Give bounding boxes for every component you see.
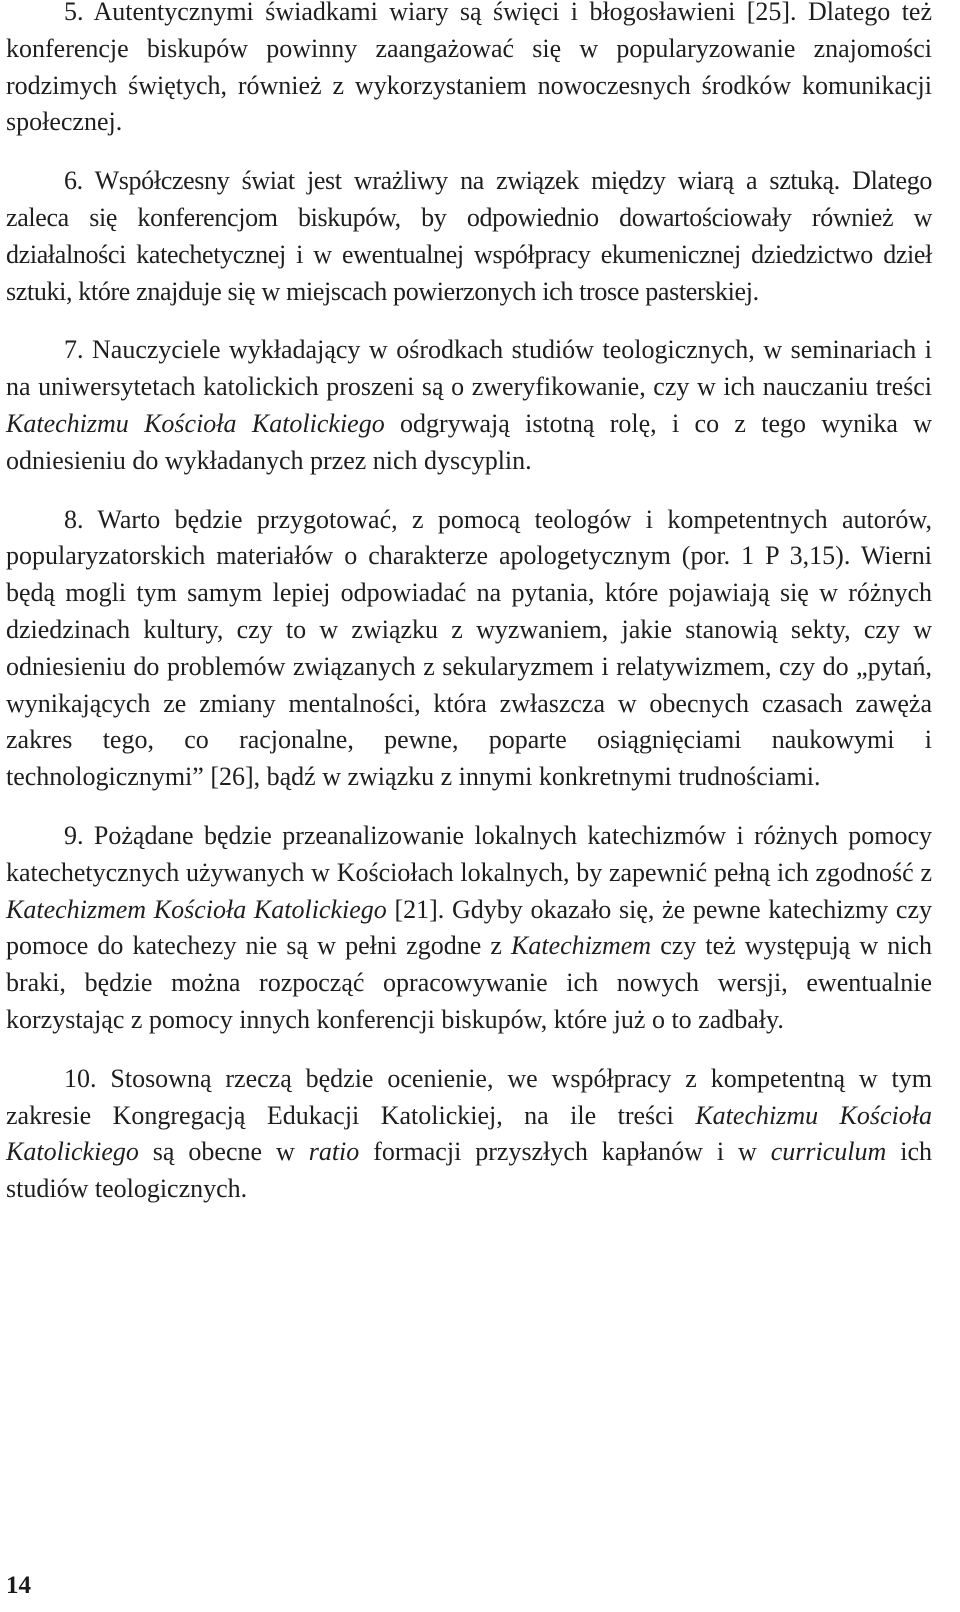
italic-title-text: Katechizmu Kościoła Katolickiego [6, 408, 385, 438]
page-number: 14 [6, 1572, 31, 1599]
italic-title-text: Katechizmem [511, 931, 652, 961]
italic-title-text: Katechizmu Kościoła Katolickiego [6, 1100, 932, 1167]
paragraph-10 [6, 1061, 932, 1208]
paragraph-text: 7. Nauczyciele wykładający w ośrodkach studiów teologicznych, w seminariach i na uniwersytetach katolickich proszeni są o zweryfikowanie, czy w ich nauczaniu treści [6, 335, 932, 402]
paragraph-9 [6, 818, 932, 1039]
paragraph-text: 8. Warto będzie przygotować, z pomocą teologów i kompetentnych autorów, popularyzatorskich materiałów o charakterze apologetycznym (por. 1 P 3,15). Wierni będą mogli tym samym lepiej odpowiadać na pytania, które pojawiają się w różnych dziedzinach kultury, czy to w związku z wyzwaniem, jakie stanowią sekty, czy w odniesieniu do problemów związanych z sekularyzmem i relatywizmem, czy do „pytań, wynikających ze zmiany mentalności, która zwłaszcza w obecnych czasach zawęża zakres tego, co racjonalne, pewne, poparte osiągnięciami naukowymi i technologicznymi” [26], bądź w związku z innymi konkretnymi trudnościami. [6, 504, 932, 792]
paragraph-text: czy też występują w nich braki, będzie można rozpocząć opracowywanie ich nowych wersji, ewentualnie korzystając z pomocy innych konferencji biskupów, które już o to zadbały. [6, 931, 932, 1034]
paragraph-text: 6. Współczesny świat jest wrażliwy na związek między wiarą a sztuką. Dlatego zaleca się konferencjom biskupów, by odpowiednio dowartościowały również w działalności katechetycznej i w ewentualnej współpracy ekumenicznej dziedzictwo dzieł sztuki, które znajduje się w miejscach powierzonych ich trosce pasterskiej. [6, 166, 932, 306]
paragraph-text: odgrywają istotną rolę, i co z tego wynika w odniesieniu do wykładanych przez nich dyscyplin. [6, 408, 932, 475]
italic-title-text: ratio [308, 1137, 360, 1167]
paragraph-text: ich studiów teologicznych. [6, 1137, 932, 1204]
paragraph-text: są obecne w [138, 1137, 309, 1167]
paragraph-5 [6, 0, 932, 141]
paragraph-6 [6, 163, 932, 310]
paragraph-8 [6, 502, 932, 796]
italic-title-text: curriculum [770, 1137, 887, 1167]
page-body [6, 0, 932, 1208]
paragraph-text: [21]. Gdyby okazało się, że pewne katechizmy czy pomoce do katechezy nie są w pełni zgodne z [6, 894, 932, 961]
paragraph-7 [6, 332, 932, 479]
paragraph-text: 10. Stosowną rzeczą będzie ocenienie, we współpracy z kompetentną w tym zakresie Kongregacją Edukacji Katolickiej, na ile treści [6, 1063, 932, 1130]
paragraph-text: 5. Autentycznymi świadkami wiary są święci i błogosławieni [25]. Dlatego też konferencje biskupów powinny zaangażować się w popularyzowanie znajomości rodzimych świętych, również z wykorzystaniem nowoczesnych środków komunikacji społecznej. [6, 0, 932, 137]
paragraph-text: 9. Pożądane będzie przeanalizowanie lokalnych katechizmów i różnych pomocy katechetycznych używanych w Kościołach lokalnych, by zapewnić pełną ich zgodność z [6, 820, 932, 887]
italic-title-text: Katechizmem Kościoła Katolickiego [6, 894, 387, 924]
paragraph-text: formacji przyszłych kapłanów i w [359, 1137, 771, 1167]
